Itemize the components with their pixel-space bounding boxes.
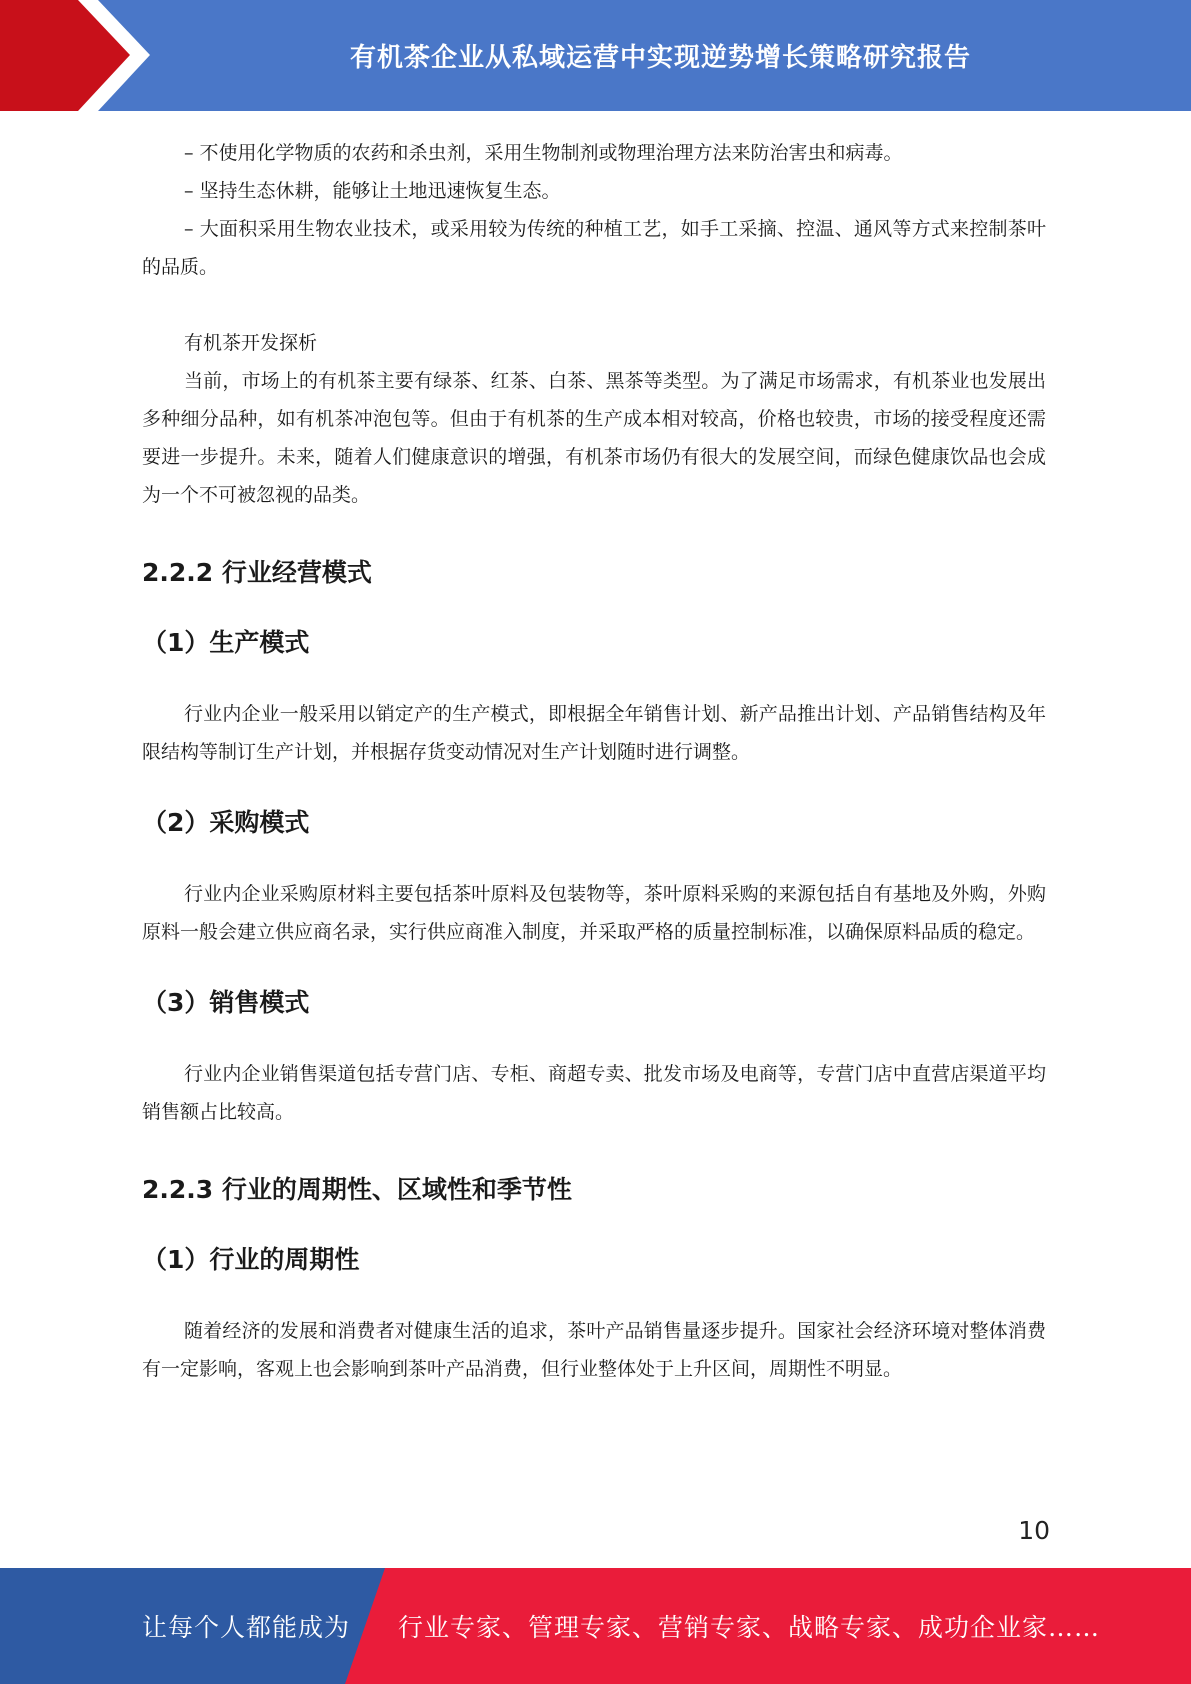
page-footer xyxy=(0,1568,1191,1684)
report-title: 有机茶企业从私域运营中实现逆势增长策略研究报告 xyxy=(349,43,971,73)
page-content xyxy=(142,134,1046,1388)
subheading-purchase: （2）采购模式 xyxy=(142,808,310,837)
list-item: – 大面积采用生物农业技术，或采用较为传统的种植工艺，如手工采摘、控温、通风等方式来控制茶叶的品质。 xyxy=(142,218,1046,278)
analysis-title: 有机茶开发探析 xyxy=(184,332,318,354)
spacer xyxy=(142,286,1046,324)
page-number: 10 xyxy=(1018,1516,1050,1545)
footer-slogan-right: 行业专家、管理专家、营销专家、战略专家、成功企业家…… xyxy=(398,1613,1101,1642)
subheading-sales: （3）销售模式 xyxy=(142,988,310,1017)
header-arrow-decoration xyxy=(0,0,160,111)
page-header xyxy=(0,0,1191,111)
subheading-production: （1）生产模式 xyxy=(142,628,310,657)
sales-paragraph: 行业内企业销售渠道包括专营门店、专柜、商超专卖、批发市场及电商等，专营门店中直营店渠道平均销售额占比较高。 xyxy=(142,1063,1046,1123)
footer-slogan-left: 让每个人都能成为 xyxy=(142,1613,351,1642)
subheading-cyclical: （1）行业的周期性 xyxy=(142,1245,360,1274)
section-heading-2-2-3: 2.2.3 行业的周期性、区域性和季节性 xyxy=(142,1175,572,1204)
list-item: – 不使用化学物质的农药和杀虫剂，采用生物制剂或物理治理方法来防治害虫和病毒。 xyxy=(184,142,903,164)
production-paragraph: 行业内企业一般采用以销定产的生产模式，即根据全年销售计划、新产品推出计划、产品销售结构及年限结构等制订生产计划，并根据存货变动情况对生产计划随时进行调整。 xyxy=(142,703,1046,763)
analysis-paragraph: 当前，市场上的有机茶主要有绿茶、红茶、白茶、黑茶等类型。为了满足市场需求，有机茶业也发展出多种细分品种，如有机茶冲泡包等。但由于有机茶的生产成本相对较高，价格也较贵，市场的接受程度还需要进一步提升。未来，随着人们健康意识的增强，有机茶市场仍有很大的发展空间，而绿色健康饮品也会成为一个不可被忽视的品类。 xyxy=(142,370,1046,506)
cyclical-paragraph: 随着经济的发展和消费者对健康生活的追求，茶叶产品销售量逐步提升。国家社会经济环境对整体消费有一定影响，客观上也会影响到茶叶产品消费，但行业整体处于上升区间，周期性不明显。 xyxy=(142,1320,1046,1380)
list-item: – 坚持生态休耕，能够让土地迅速恢复生态。 xyxy=(184,180,561,202)
section-heading-2-2-2: 2.2.2 行业经营模式 xyxy=(142,558,372,587)
purchase-paragraph: 行业内企业采购原材料主要包括茶叶原料及包装物等，茶叶原料采购的来源包括自有基地及外购，外购原料一般会建立供应商名录，实行供应商准入制度，并采取严格的质量控制标准，以确保原料品质的稳定。 xyxy=(142,883,1046,943)
